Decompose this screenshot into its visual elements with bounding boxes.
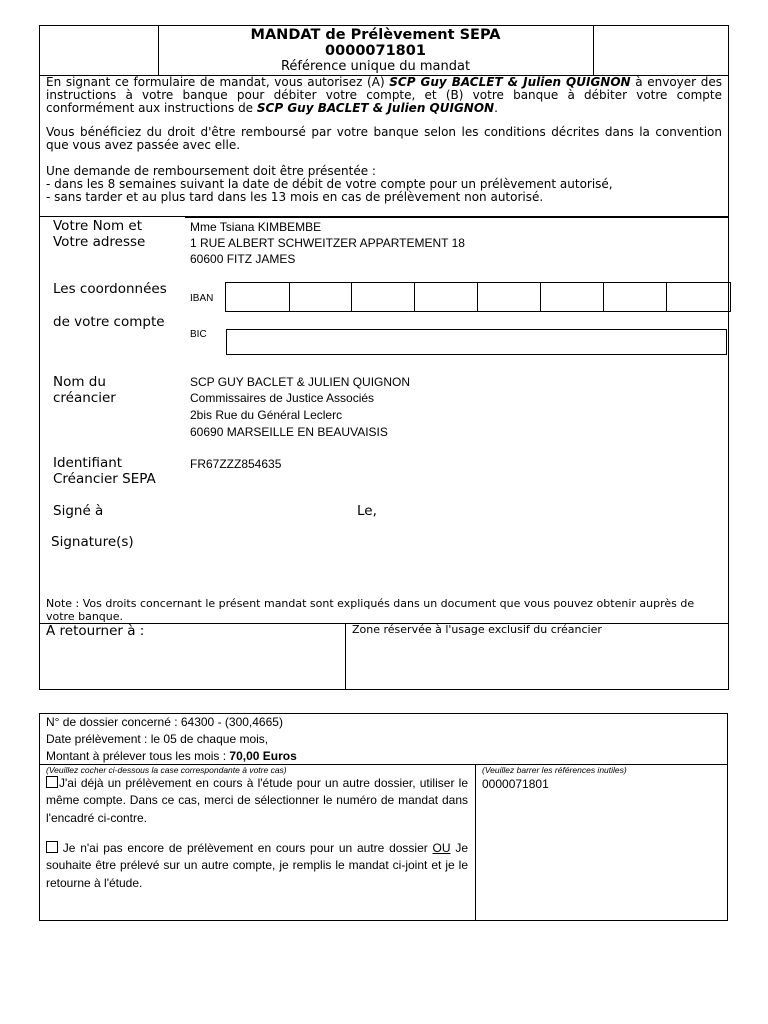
account-label-2: de votre compte (53, 314, 165, 330)
monthly-amount: Montant à prélever tous les mois : 70,00 Euros (46, 749, 297, 763)
account-label-1: Les coordonnées (53, 281, 167, 297)
creditor-name-emphasis-2: SCP Guy BACLET & Julien QUIGNON (256, 101, 495, 115)
iban-cell-divider (414, 282, 415, 312)
dossier-divider (475, 764, 476, 921)
date-label: Le, (357, 503, 377, 519)
iban-cell-divider (477, 282, 478, 312)
bic-field[interactable] (226, 329, 727, 355)
debtor-label: Votre Nom et Votre adresse (53, 218, 146, 250)
intro-paragraph-2: Vous bénéficiez du droit d'être remboursé par votre banque selon les conditions décrites dans la convention que vous avez passée avec elle. (46, 125, 722, 152)
iban-cell-divider (666, 282, 667, 312)
mandate-number: 0000071801 (325, 43, 426, 59)
option-new-account: Je n'ai pas encore de prélèvement en cours pour un autre dossier OU Je souhaite être prélevé sur un autre compte, je remplis le mandat ci-joint et je le retourne à l'étude. (46, 841, 468, 890)
same-account-checkbox[interactable] (46, 776, 58, 788)
debtor-name: Mme Tsiana KIMBEMBE (190, 220, 322, 234)
amount-value: 70,00 Euros (229, 749, 297, 763)
signature-label: Signature(s) (51, 534, 134, 550)
creditor-name-emphasis: SCP Guy BACLET & Julien QUIGNON (389, 75, 631, 89)
rights-note: Note : Vos droits concernant le présent mandat sont expliqués dans un document que vous pouvez obtenir auprès de votre banque. (46, 597, 695, 623)
debit-date: Date prélèvement : le 05 de chaque mois, (46, 732, 269, 746)
return-divider (345, 623, 346, 690)
signed-at-label: Signé à (53, 503, 104, 519)
mandate-title: MANDAT de Prélèvement SEPA (250, 27, 501, 43)
debtor-address-2: 60600 FITZ JAMES (190, 252, 296, 266)
existing-mandate-reference: 0000071801 (482, 777, 549, 791)
creditor-line-2: Commissaires de Justice Associés (190, 391, 375, 405)
debtor-address-1: 1 RUE ALBERT SCHWEITZER APPARTEMENT 18 (190, 236, 465, 250)
iban-field[interactable] (225, 282, 731, 312)
iban-cell-divider (289, 282, 290, 312)
strike-instruction: (Veuillez barrer les références inutiles) (482, 765, 627, 775)
creditor-label: Nom du créancier (53, 374, 116, 406)
intro-paragraph-1: En signant ce formulaire de mandat, vous autorisez (A) SCP Guy BACLET & Julien QUIGNON à envoyer des instructions à votre banque pour débiter votre compte, et (B) votre banque à débiter votre compte conformément aux instructions de SCP Guy BACLET & Julien QUIGNON. (46, 75, 722, 115)
reserved-zone-label: Zone réservée à l'usage exclusif du créancier (352, 623, 602, 636)
iban-label: IBAN (190, 293, 214, 304)
intro-paragraph-3: Une demande de remboursement doit être présentée : - dans les 8 semaines suivant la date de débit de votre compte pour un prélèvement autorisé, - sans tarder et au plus tard dans les 13 mois en cas de prélèvement non autorisé. (46, 164, 613, 204)
dossier-number: N° de dossier concerné : 64300 - (300,4665) (46, 715, 283, 729)
bic-label: BIC (190, 329, 207, 340)
iban-cell-divider (603, 282, 604, 312)
creditor-line-3: 2bis Rue du Général Leclerc (190, 408, 343, 422)
new-account-checkbox[interactable] (46, 841, 58, 853)
intro-bottom-rule-left (39, 216, 185, 217)
identifier-label: Identifiant Créancier SEPA (53, 455, 156, 487)
iban-cell-divider (351, 282, 352, 312)
option-same-account: J'ai déjà un prélèvement en cours à l'étude pour un autre dossier, utiliser le même compte. Dans ce cas, merci de sélectionner le numéro de mandat dans l'encadré ci-contre. (46, 776, 468, 825)
intro-bottom-rule-right (185, 216, 729, 218)
return-label: A retourner à : (46, 623, 145, 639)
creditor-identifier: FR67ZZZ854635 (190, 457, 282, 471)
creditor-line-1: SCP GUY BACLET & JULIEN QUIGNON (190, 375, 411, 389)
mandate-subtitle: Référence unique du mandat (280, 59, 471, 74)
creditor-line-4: 60690 MARSEILLE EN BEAUVAISIS (190, 425, 388, 439)
iban-cell-divider (540, 282, 541, 312)
check-instruction: (Veuillez cocher ci-dessous la case correspondante à votre cas) (46, 765, 287, 775)
header-divider-right (593, 25, 594, 75)
